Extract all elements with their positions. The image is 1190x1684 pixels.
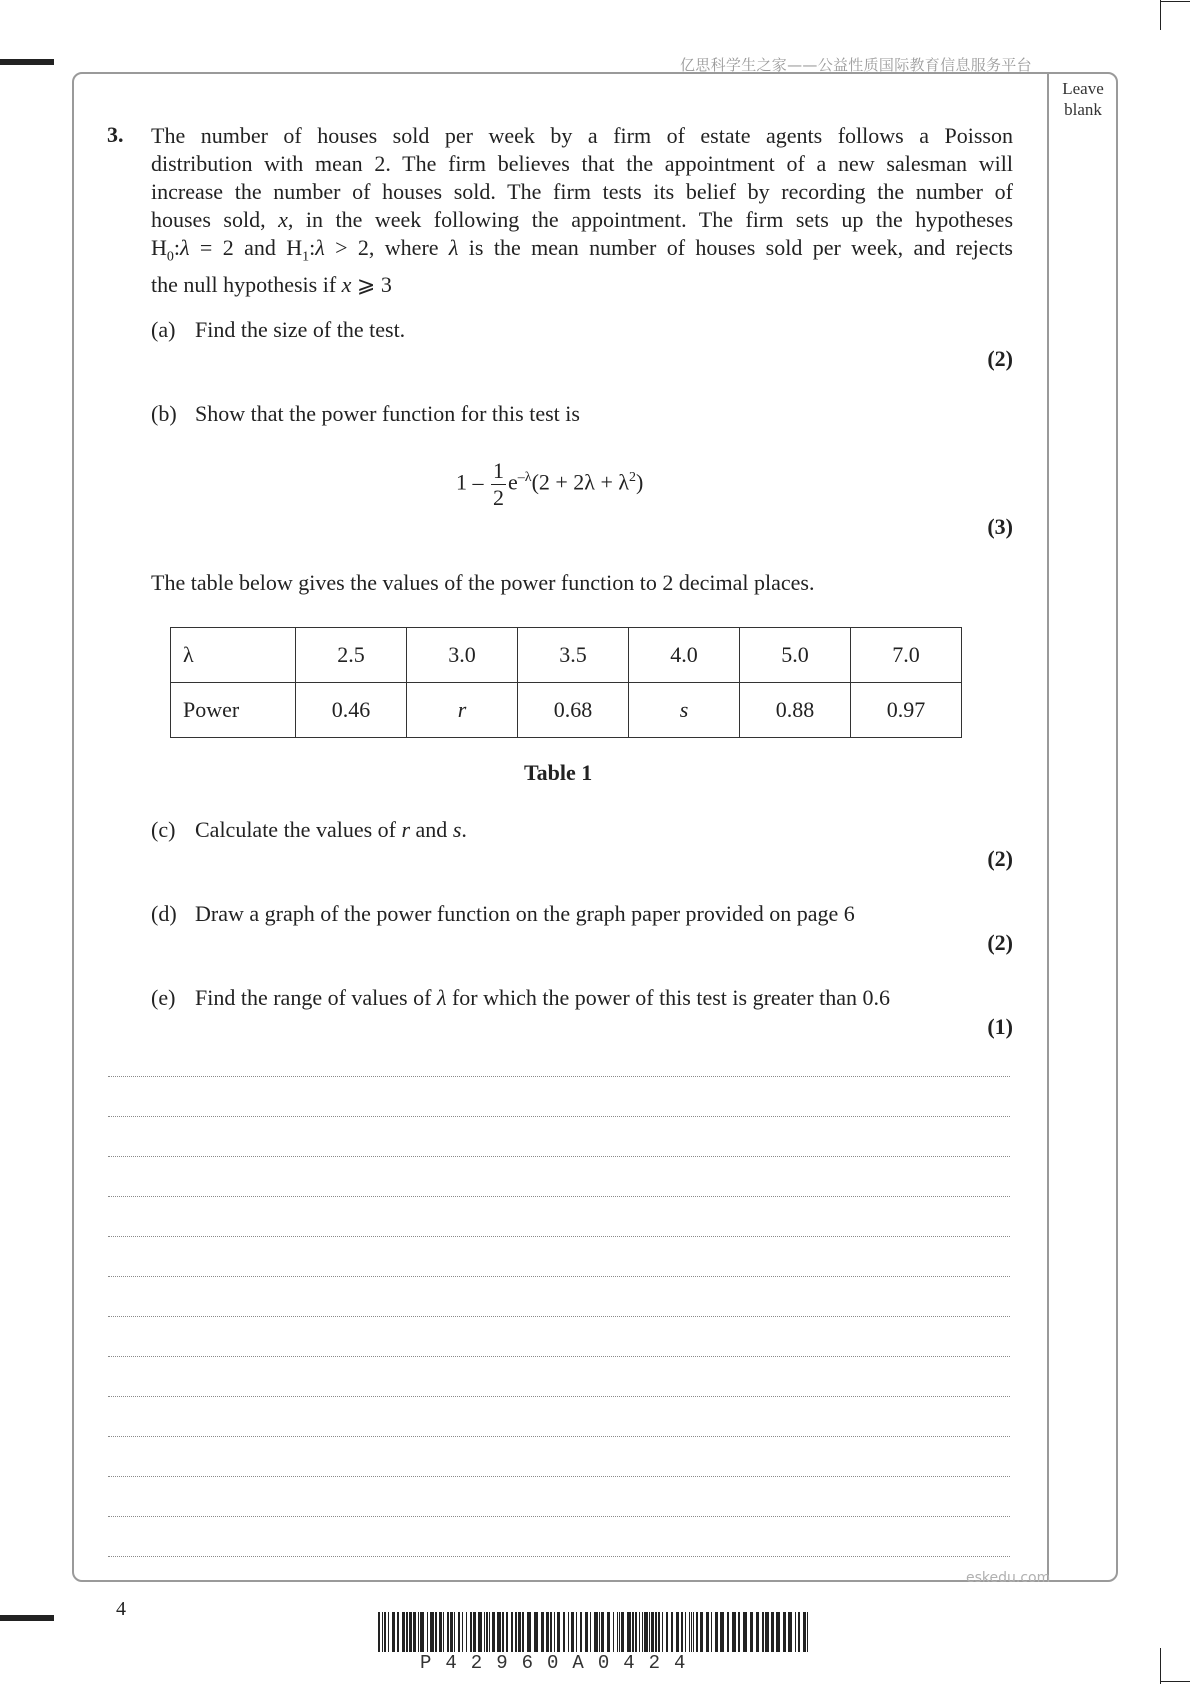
part-d — [151, 901, 855, 927]
table-intro: The table below gives the values of the power function to 2 decimal places. — [151, 570, 815, 595]
barcode-bar — [430, 1612, 434, 1652]
barcode-bar — [497, 1612, 501, 1652]
table-row-power — [171, 683, 962, 738]
barcode-bar — [489, 1612, 490, 1652]
barcode-bar — [693, 1612, 694, 1652]
table-cell: 0.68 — [518, 683, 629, 738]
power-table — [170, 627, 962, 738]
barcode-bar — [568, 1612, 569, 1652]
barcode-bar — [443, 1612, 444, 1652]
barcode-bar — [642, 1612, 643, 1652]
barcode-bar — [691, 1612, 692, 1652]
part-a-label: (a) — [151, 317, 176, 342]
barcode-bar — [580, 1612, 582, 1652]
barcode-bar — [715, 1612, 718, 1652]
answer-line — [108, 1156, 1010, 1158]
site-watermark: eskedu.com — [966, 1570, 1051, 1586]
barcode-bar — [473, 1612, 476, 1652]
part-e — [151, 985, 890, 1011]
barcode-bar — [534, 1612, 538, 1652]
table-cell: 0.88 — [740, 683, 851, 738]
formula-tail-exponent: 2 — [629, 470, 637, 486]
barcode-bar — [685, 1612, 686, 1652]
formula-lead: 1 – — [456, 469, 484, 495]
barcode-bar — [392, 1612, 395, 1652]
table-caption: Table 1 — [524, 760, 593, 785]
barcode-bar — [557, 1612, 560, 1652]
answer-line — [108, 1556, 1010, 1558]
barcode-bar — [484, 1612, 485, 1652]
table-cell: 3.0 — [407, 628, 518, 683]
barcode-bar — [554, 1612, 555, 1652]
barcode-bar — [649, 1612, 650, 1652]
barcode-bar — [502, 1612, 504, 1652]
answer-line — [108, 1276, 1010, 1278]
barcode-bar — [427, 1612, 428, 1652]
formula-exponent: –λ — [517, 470, 532, 486]
barcode-bar — [621, 1612, 624, 1652]
barcode-bar — [599, 1612, 600, 1652]
barcode-bar — [666, 1612, 668, 1652]
barcode-bar — [776, 1612, 780, 1652]
barcode-bar — [413, 1612, 416, 1652]
barcode-bar — [655, 1612, 657, 1652]
barcode-bar — [727, 1612, 729, 1652]
header-watermark: 亿思科学生之家——公益性质国际教育信息服务平台 — [680, 56, 1032, 74]
crop-mark-top-right — [1160, 0, 1161, 30]
part-c-text: Calculate the values of r and s. — [195, 817, 467, 842]
crop-mark-bottom-right — [1160, 1648, 1161, 1684]
barcode-bar — [585, 1612, 588, 1652]
barcode-bar — [571, 1612, 574, 1652]
barcode-bar — [439, 1612, 442, 1652]
barcode-bar — [607, 1612, 610, 1652]
barcode-bar — [563, 1612, 565, 1652]
barcode-bar — [384, 1612, 386, 1652]
formula-base: e — [508, 469, 518, 495]
table-cell: 5.0 — [740, 628, 851, 683]
intro-line-3: increase the number of houses sold. The firm tests its belief by recording the number of — [151, 179, 1013, 204]
part-a-text: Find the size of the test. — [195, 317, 406, 342]
barcode-bar — [576, 1612, 577, 1652]
table-cell: s — [629, 683, 740, 738]
barcode-bar — [639, 1612, 640, 1652]
barcode-bar — [470, 1612, 472, 1652]
barcode-bar — [454, 1612, 455, 1652]
page-number: 4 — [116, 1598, 126, 1620]
barcode-bar — [382, 1612, 383, 1652]
table-cell: 0.46 — [296, 683, 407, 738]
answer-line — [108, 1116, 1010, 1118]
barcode-bar — [594, 1612, 598, 1652]
barcode-text: P42960A0424 — [420, 1652, 700, 1674]
barcode-bar — [515, 1612, 517, 1652]
table-cell: 0.97 — [851, 683, 962, 738]
barcode-bar — [798, 1612, 800, 1652]
answer-line — [108, 1076, 1010, 1078]
part-e-text: Find the range of values of λ for which the power of this test is greater than 0.6 — [195, 985, 891, 1010]
formula-fraction — [491, 458, 506, 511]
table-cell: 7.0 — [851, 628, 962, 683]
barcode-bar — [492, 1612, 495, 1652]
barcode-bar — [541, 1612, 544, 1652]
table-row-lambda — [171, 628, 962, 683]
barcode-bar — [617, 1612, 618, 1652]
intro-line-2: distribution with mean 2. The firm believes that the appointment of a new salesman will — [151, 151, 1013, 176]
barcode-bar — [762, 1612, 764, 1652]
barcode-bar — [632, 1612, 634, 1652]
barcode-bar — [435, 1612, 437, 1652]
intro-line-4: houses sold, x, in the week following the appointment. The firm sets up the hypotheses — [151, 207, 1014, 232]
barcode-bar — [627, 1612, 631, 1652]
table-cell: 3.5 — [518, 628, 629, 683]
question-number: 3. — [107, 122, 124, 147]
formula-numerator: 1 — [493, 458, 504, 483]
crop-mark-bottom-right-h — [1160, 1681, 1190, 1682]
barcode-bar — [651, 1612, 654, 1652]
barcode-bar — [466, 1612, 467, 1652]
barcode-bar — [681, 1612, 683, 1652]
barcode-bar — [662, 1612, 663, 1652]
barcode-bar — [397, 1612, 399, 1652]
part-d-label: (d) — [151, 901, 177, 926]
barcode-bar — [743, 1612, 747, 1652]
answer-line — [108, 1356, 1010, 1358]
barcode-bar — [406, 1612, 408, 1652]
part-e-marks: (1) — [987, 1014, 1013, 1039]
barcode-bar — [644, 1612, 648, 1652]
barcode-bar — [803, 1612, 806, 1652]
barcode-bar — [601, 1612, 604, 1652]
intro-line-5: $H_0:\lambda = 2$ and $H_1:\lambda > 2$, where λ is the mean number of houses sold per week, and rejects — [151, 235, 1013, 265]
answer-line — [108, 1236, 1010, 1238]
barcode-bar — [486, 1612, 488, 1652]
part-a — [151, 317, 405, 343]
part-c-marks: (2) — [987, 846, 1013, 871]
crop-mark-top-left — [0, 59, 54, 65]
barcode-bar — [378, 1612, 380, 1652]
barcode-bar — [676, 1612, 679, 1652]
barcode-bar — [518, 1612, 521, 1652]
barcode-bar — [388, 1612, 389, 1652]
margin-divider — [1047, 73, 1049, 1581]
question-intro — [151, 122, 1013, 299]
part-e-label: (e) — [151, 985, 176, 1010]
formula-close: ) — [636, 469, 644, 495]
intro-line-1: The number of houses sold per week by a firm of estate agents follows a Poisson — [151, 123, 1013, 148]
barcode-bar — [619, 1612, 620, 1652]
barcode-bar — [450, 1612, 453, 1652]
answer-line — [108, 1316, 1010, 1318]
part-d-marks: (2) — [987, 930, 1013, 955]
barcode-bar — [511, 1612, 513, 1652]
barcode-bar — [765, 1612, 769, 1652]
barcode-bar — [671, 1612, 673, 1652]
barcode-bar — [522, 1612, 524, 1652]
barcode-bar — [732, 1612, 736, 1652]
barcode-bar — [711, 1612, 712, 1652]
part-b-marks: (3) — [987, 514, 1013, 539]
barcode-bar — [462, 1612, 463, 1652]
barcode-bar — [706, 1612, 709, 1652]
answer-line — [108, 1396, 1010, 1398]
table-header-lambda: λ — [171, 628, 296, 683]
barcode-bar — [546, 1612, 549, 1652]
part-d-text: Draw a graph of the power function on the graph paper provided on page 6 — [195, 901, 855, 926]
barcode-bar — [771, 1612, 774, 1652]
barcode-bar — [409, 1612, 412, 1652]
barcode-bar — [795, 1612, 796, 1652]
barcode-bar — [527, 1612, 531, 1652]
answer-line — [108, 1516, 1010, 1518]
barcode-bar — [635, 1612, 637, 1652]
barcode-bar — [447, 1612, 449, 1652]
barcode-bar — [478, 1612, 482, 1652]
part-a-marks: (2) — [987, 346, 1013, 371]
barcode-bar — [700, 1612, 703, 1652]
crop-mark-bottom-left — [0, 1615, 54, 1621]
barcode-bar — [750, 1612, 753, 1652]
barcode-bar — [420, 1612, 424, 1652]
barcode-bar — [402, 1612, 405, 1652]
part-b — [151, 401, 580, 427]
table-cell: r — [407, 683, 518, 738]
table-header-power: Power — [171, 683, 296, 738]
barcode-bar — [689, 1612, 690, 1652]
power-function-formula — [456, 458, 643, 518]
part-c-label: (c) — [151, 817, 176, 842]
formula-tail: (2 + 2λ + λ — [531, 469, 630, 495]
part-b-label: (b) — [151, 401, 177, 426]
part-c — [151, 817, 467, 843]
crop-mark-top-right-h — [1160, 1, 1190, 2]
barcode-bar — [658, 1612, 660, 1652]
barcode-bar — [738, 1612, 740, 1652]
barcode-bar — [788, 1612, 792, 1652]
barcode-bar — [613, 1612, 614, 1652]
answer-line — [108, 1436, 1010, 1438]
barcode-bar — [590, 1612, 591, 1652]
intro-line-6: the null hypothesis if x ⩾ 3 — [151, 272, 392, 298]
answer-line — [108, 1196, 1010, 1198]
barcode-bar — [550, 1612, 552, 1652]
part-b-text: Show that the power function for this test is — [195, 401, 580, 426]
barcode-bar — [418, 1612, 419, 1652]
barcode-bar — [458, 1612, 460, 1652]
barcode-bar — [807, 1612, 808, 1652]
barcode-bar — [506, 1612, 508, 1652]
barcode-bar — [756, 1612, 759, 1652]
formula-denominator: 2 — [493, 485, 504, 510]
barcode-bar — [783, 1612, 786, 1652]
barcode-bar — [720, 1612, 724, 1652]
table-cell: 2.5 — [296, 628, 407, 683]
barcode-bar — [696, 1612, 698, 1652]
leave-blank-label: Leave blank — [1062, 79, 1104, 119]
table-cell: 4.0 — [629, 628, 740, 683]
barcode — [378, 1612, 808, 1652]
answer-line — [108, 1476, 1010, 1478]
